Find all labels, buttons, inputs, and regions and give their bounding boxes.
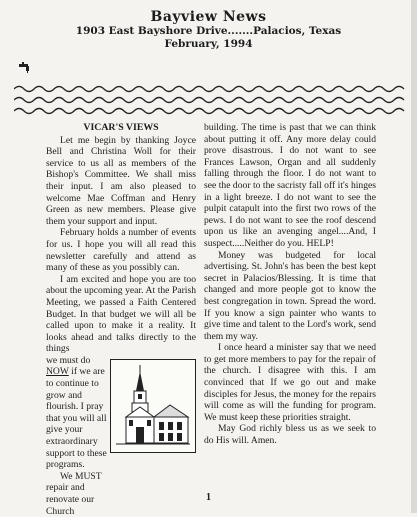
newsletter-date: February, 1994 xyxy=(164,38,253,50)
article-paragraph: May God richly bless us as we seek to do His will. Amen. xyxy=(204,423,376,447)
article-paragraph: I once heard a minister say that we need to get more members to pay for the repair of the church. I disagree with this. I am convinced that If we go out and make disciples for Jesus, the money for the repairs will come as will the funding for program. We must keep these priorities straight. xyxy=(204,342,376,423)
newsletter-address: 1903 East Bayshore Drive.......Palacios, Texas xyxy=(75,25,342,37)
article-paragraph: I am excited and hope you are too about the upcoming year. At the Parish Meeting, we passed a Faith Centered Budget. In that budget we will all be called upon to make it a reality. It looks ahead and talks directly to the things xyxy=(46,273,196,355)
article-text: if we are to continue to grow and flourish. I pray that you will all give your extraordinary support to these programs. xyxy=(46,366,107,471)
newsletter-title: Bayview News xyxy=(150,9,267,25)
article-heading: VICAR'S VIEWS xyxy=(83,122,159,133)
article-left-column xyxy=(46,122,196,517)
article-paragraph: building. The time is past that we can think about putting it off. Any more delay could prove disastrous. I do not want to see Frances Lawson, Organ and all suddenly falling through the floor. I do not want to see the door to the sacristy fall off it's hinges in a light breeze. I do not want to see the pulpit catapult into the first two rows of the pews. I do not want to see the roof descend upon us like an avenging angel....And, I suspect.....Neither do you. HELP! xyxy=(204,122,376,249)
article-paragraph: Let me begin by thanking Joyce Bell and Christina Woll for their service to us all as members of the Bishop's Committee. We shall miss their input. I am also pleased to welcome Mae Coffman and Henry Green as new members. Please give them your support and input. xyxy=(46,134,196,227)
article-paragraph: Money was budgeted for local advertising. St. John's has been the best kept secret in Palacios/Blessing. It is time that changed and more people got to know the best congregation in town. Spread the word. If you know a sign painter who wants to give time and talent to the Lord's work, send them my way. xyxy=(204,249,376,342)
article-text: we must do xyxy=(46,354,91,366)
page-number: 1 xyxy=(206,492,211,503)
wave-border xyxy=(14,84,408,118)
article-paragraph: February holds a number of events for us. I hope you will all read this newsletter carefully and attend as many of these as you possibly can. xyxy=(46,227,196,274)
article-right-column xyxy=(204,122,376,447)
emphasis-now: NOW xyxy=(46,366,69,378)
faucet-icon xyxy=(18,62,32,74)
article-paragraph: We MUST repair and renovate our Church xyxy=(46,470,102,517)
church-illustration xyxy=(110,359,196,453)
page-edge xyxy=(411,0,417,513)
